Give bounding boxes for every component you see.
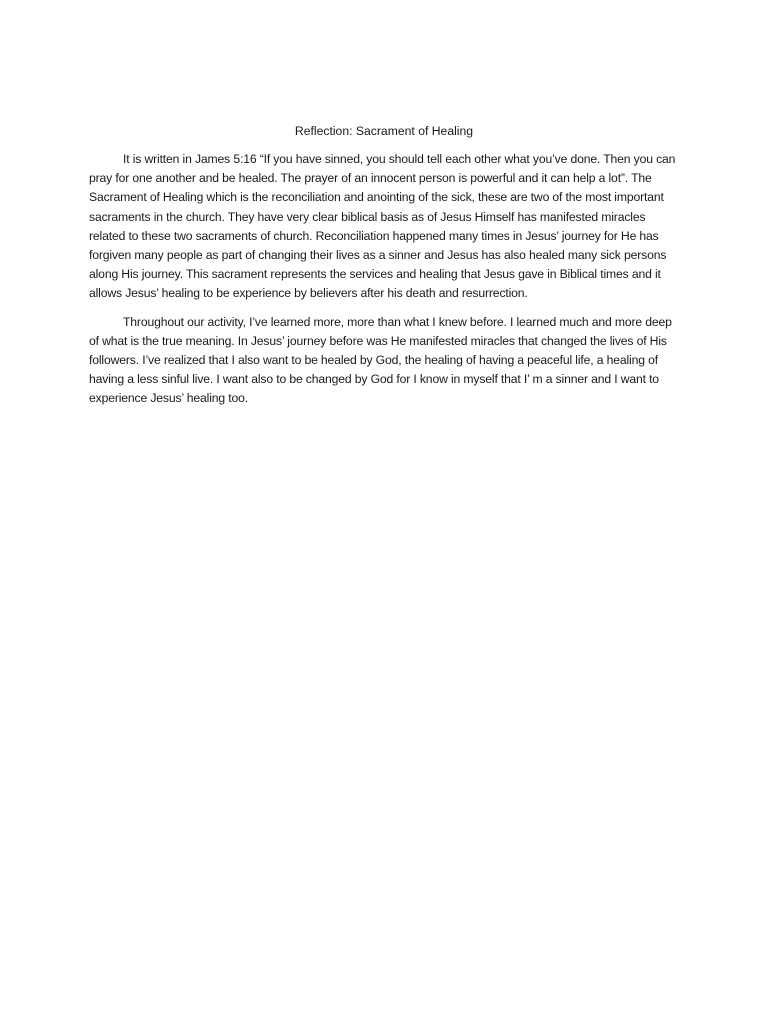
document-title: Reflection: Sacrament of Healing [294, 124, 474, 138]
paragraph-1: It is written in James 5:16 “If you have sinned, you should tell each other what you’ve done. Then you can pray for one another and be healed. The prayer of an innocent person is powerful and it can help a lot”. The Sacrament of Healing which is the reconciliation and anointing of the sick, these are two of the most important sacraments in the church. They have very clear biblical basis as of Jesus Himself has manifested miracles related to these two sacraments of church. Reconciliation happened many times in Jesus’ journey for He has forgiven many people as part of changing their lives as a sinner and Jesus has also healed many sick persons along His journey. This sacrament represents the services and healing that Jesus gave in Biblical times and it allows Jesus’ healing to be experience by believers after his death and resurrection. [89, 152, 676, 301]
paragraph-2: Throughout our activity, I’ve learned more, more than what I knew before. I learned much and more deep of what is the true meaning. In Jesus’ journey before was He manifested miracles that changed the lives of His followers. I’ve realized that I also want to be healed by God, the healing of having a peaceful life, a healing of having a less sinful live. I want also to be changed by God for I know in myself that I’ m a sinner and I want to experience Jesus’ healing too. [89, 314, 672, 406]
document-body [89, 150, 677, 418]
